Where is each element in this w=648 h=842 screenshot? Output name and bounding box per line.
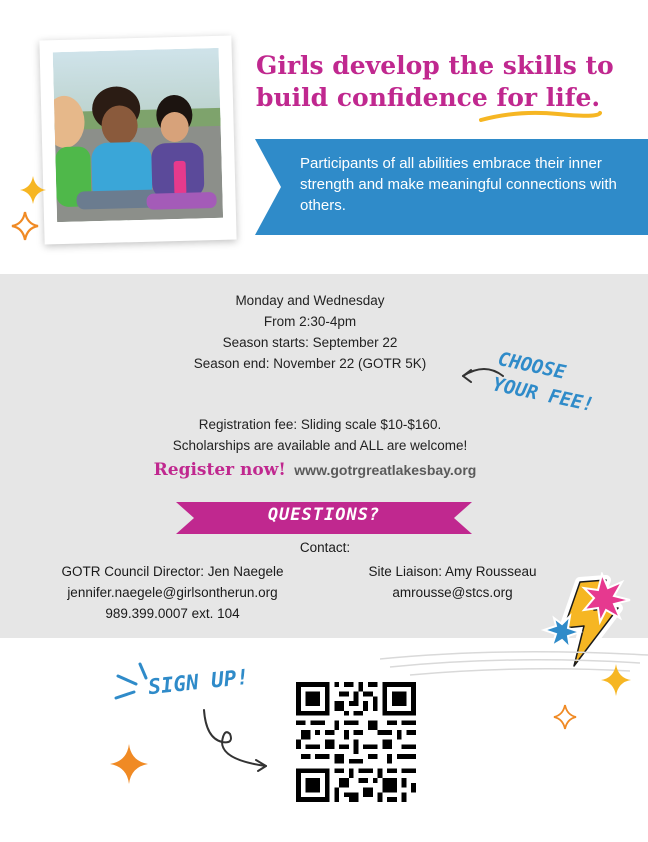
liaison-email[interactable]: amrousse@stcs.org	[392, 585, 513, 600]
scholarships: Scholarships are available and ALL are welcome!	[172, 438, 468, 453]
banner-text: Participants of all abilities embrace their inner strength and make meaningful connections with others.	[300, 155, 617, 214]
schedule-days: Monday and Wednesday	[235, 293, 385, 308]
registration-fee: Registration fee: Sliding scale $10-$160.	[198, 417, 442, 432]
contact-label: Contact:	[299, 540, 351, 555]
headline	[256, 50, 636, 114]
register-url-link[interactable]: www.gotrgreatlakesbay.org	[294, 462, 477, 478]
season-end: Season end: November 22 (GOTR 5K)	[193, 356, 427, 371]
girls-photo	[53, 48, 223, 222]
director-contact	[30, 561, 315, 624]
questions-heading: QUESTIONS?	[267, 505, 381, 525]
register-line	[90, 460, 540, 480]
loop-arrow-icon	[200, 708, 280, 772]
director-title: GOTR Council Director: Jen Naegele	[61, 564, 284, 579]
liaison-contact	[350, 561, 555, 603]
fee-block	[90, 414, 550, 456]
underline-swoosh-decoration	[478, 108, 603, 126]
sparkle-outline-small-icon	[552, 703, 578, 731]
director-phone: 989.399.0007 ext. 104	[105, 606, 240, 621]
signup-burst-icon	[110, 660, 150, 704]
sparkle-icon	[20, 176, 46, 204]
headline-line-2: build confidence for life.	[256, 83, 601, 112]
choose-fee-line-2: YOUR FEE!	[490, 373, 596, 417]
photo-frame	[39, 36, 236, 245]
liaison-title: Site Liaison: Amy Rousseau	[368, 564, 537, 579]
sign-up-label: SIGN UP!	[147, 664, 251, 700]
register-now-link[interactable]: Register now!	[153, 460, 286, 480]
sparkle-orange-icon	[110, 744, 148, 784]
choose-fee-line-1: CHOOSE	[495, 347, 568, 384]
headline-line-1: Girls develop the skills to	[256, 51, 614, 80]
season-start: Season starts: September 22	[222, 335, 398, 350]
schedule-time: From 2:30-4pm	[263, 314, 357, 329]
schedule-block	[110, 290, 510, 374]
qr-code[interactable]	[296, 682, 416, 802]
sparkle-yellow-icon	[601, 664, 631, 696]
sparkle-outline-icon	[10, 210, 40, 242]
director-email[interactable]: jennifer.naegele@girlsontherun.org	[67, 585, 278, 600]
